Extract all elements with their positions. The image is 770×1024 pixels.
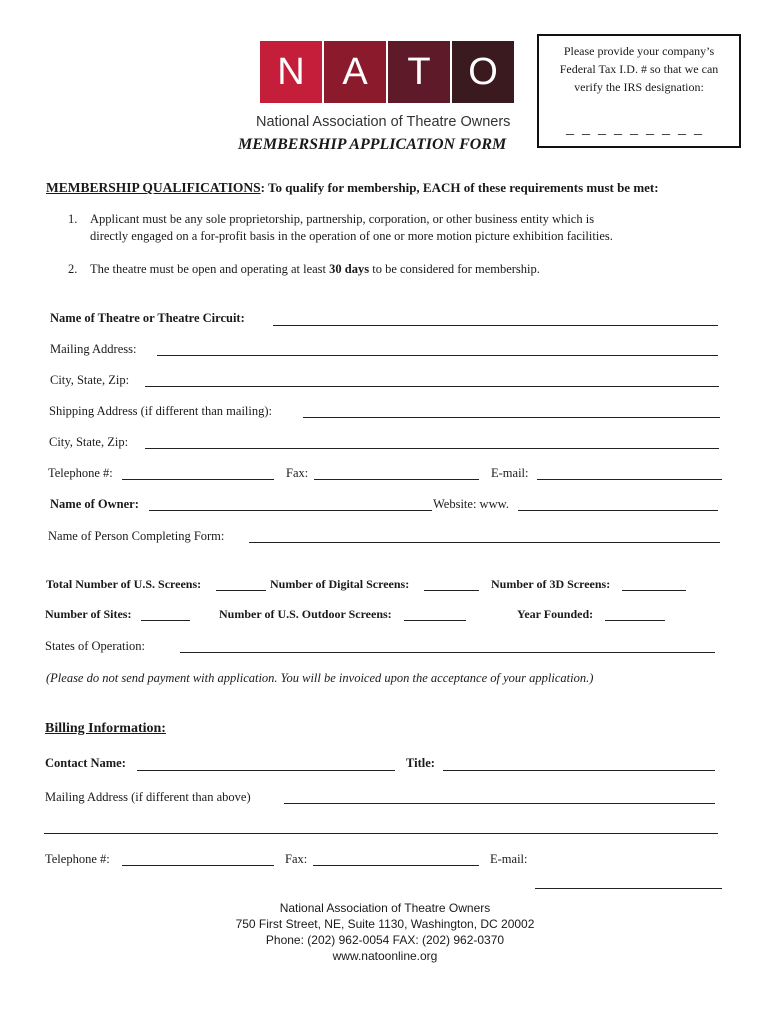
- city-state-zip-2-field[interactable]: [145, 448, 719, 449]
- footer-website[interactable]: www.natoonline.org: [332, 949, 438, 963]
- city-state-zip-2-label: City, State, Zip:: [49, 435, 129, 449]
- 3d-screens-field[interactable]: [622, 590, 686, 591]
- logo-letter-o: O: [452, 41, 514, 103]
- number-of-sites-field[interactable]: [141, 620, 190, 621]
- mailing-address-label: Mailing Address:: [50, 342, 137, 356]
- year-founded-field[interactable]: [605, 620, 665, 621]
- tax-box-line-3: verify the IRS designation:: [574, 80, 704, 94]
- billing-email-label: E-mail:: [490, 852, 528, 866]
- 3d-screens-label: Number of 3D Screens:: [491, 577, 611, 591]
- billing-fax-field[interactable]: [313, 865, 479, 866]
- email-label: E-mail:: [491, 466, 529, 480]
- total-screens-label: Total Number of U.S. Screens:: [46, 577, 202, 591]
- billing-telephone-field[interactable]: [122, 865, 274, 866]
- qualifications-intro: [46, 180, 659, 196]
- digital-screens-field[interactable]: [424, 590, 479, 591]
- year-founded-label: Year Founded:: [517, 607, 594, 621]
- billing-mailing-address-field-2[interactable]: [44, 833, 718, 834]
- item-1-line-2: directly engaged on a for-profit basis in the operation of one or more motion picture exhibition facilities.: [90, 229, 613, 243]
- tax-box-line-1: Please provide your company’s: [563, 44, 715, 58]
- theatre-name-field[interactable]: [273, 325, 718, 326]
- contact-name-label: Contact Name:: [45, 756, 126, 770]
- city-state-zip-label: City, State, Zip:: [50, 373, 130, 387]
- tax-box-line-2: Federal Tax I.D. # so that we can: [559, 62, 719, 76]
- billing-heading: Billing Information:: [45, 721, 166, 736]
- title-field[interactable]: [443, 770, 715, 771]
- website-field[interactable]: [518, 510, 718, 511]
- tax-id-blank[interactable]: _ _ _ _ _ _ _ _ _: [566, 120, 704, 137]
- billing-telephone-label: Telephone #:: [45, 852, 110, 866]
- owner-name-field[interactable]: [149, 510, 432, 511]
- mailing-address-field[interactable]: [157, 355, 718, 356]
- outdoor-screens-field[interactable]: [404, 620, 466, 621]
- shipping-address-field[interactable]: [303, 417, 720, 418]
- logo-letter-n: N: [260, 41, 322, 103]
- states-of-operation-label: States of Operation:: [45, 639, 145, 653]
- qualification-item-1: [68, 211, 613, 243]
- outdoor-screens-label: Number of U.S. Outdoor Screens:: [219, 607, 392, 621]
- footer-org: National Association of Theatre Owners: [279, 901, 491, 915]
- logo-letter-a: A: [324, 41, 386, 103]
- number-of-sites-label: Number of Sites:: [45, 607, 132, 621]
- item-1-line-1: Applicant must be any sole proprietorship, partnership, corporation, or other business entity which is: [90, 212, 595, 226]
- item-2-pre: The theatre must be open and operating at least: [90, 262, 330, 276]
- form-title: MEMBERSHIP APPLICATION FORM: [238, 136, 507, 153]
- logo-letter-t: T: [388, 41, 450, 103]
- logo-subtitle: National Association of Theatre Owners: [256, 114, 511, 130]
- owner-name-label: Name of Owner:: [50, 497, 139, 511]
- contact-name-field[interactable]: [137, 770, 395, 771]
- website-label: Website: www.: [433, 497, 509, 511]
- billing-mailing-address-label: Mailing Address (if different than above): [45, 790, 251, 804]
- digital-screens-label: Number of Digital Screens:: [270, 577, 410, 591]
- fax-field[interactable]: [314, 479, 479, 480]
- email-field[interactable]: [537, 479, 722, 480]
- footer: [0, 900, 770, 964]
- person-completing-label: Name of Person Completing Form:: [48, 529, 225, 543]
- footer-phone: Phone: (202) 962-0054 FAX: (202) 962-0370: [265, 933, 505, 947]
- item-2-post: to be considered for membership.: [369, 262, 540, 276]
- telephone-field[interactable]: [122, 479, 274, 480]
- total-screens-field[interactable]: [216, 590, 266, 591]
- payment-note: (Please do not send payment with application. You will be invoiced upon the acceptance of your application.): [46, 671, 594, 685]
- footer-address: 750 First Street, NE, Suite 1130, Washington, DC 20002: [235, 917, 535, 931]
- title-label: Title:: [406, 756, 435, 770]
- item-number: 1.: [68, 212, 78, 226]
- item-number: 2.: [68, 262, 78, 276]
- item-2-bold: 30 days: [329, 262, 370, 276]
- person-completing-field[interactable]: [249, 542, 720, 543]
- qualification-item-2: [68, 261, 540, 278]
- shipping-address-label: Shipping Address (if different than mailing):: [49, 404, 272, 418]
- billing-email-field[interactable]: [535, 888, 722, 889]
- fax-label: Fax:: [286, 466, 309, 480]
- qualifications-intro-text: : To qualify for membership, EACH of these requirements must be met:: [260, 180, 659, 195]
- theatre-name-label: Name of Theatre or Theatre Circuit:: [50, 311, 245, 325]
- telephone-label: Telephone #:: [48, 466, 113, 480]
- billing-mailing-address-field[interactable]: [284, 803, 715, 804]
- billing-fax-label: Fax:: [285, 852, 308, 866]
- states-of-operation-field[interactable]: [180, 652, 715, 653]
- qualifications-heading: MEMBERSHIP QUALIFICATIONS: [46, 180, 261, 195]
- city-state-zip-field[interactable]: [145, 386, 719, 387]
